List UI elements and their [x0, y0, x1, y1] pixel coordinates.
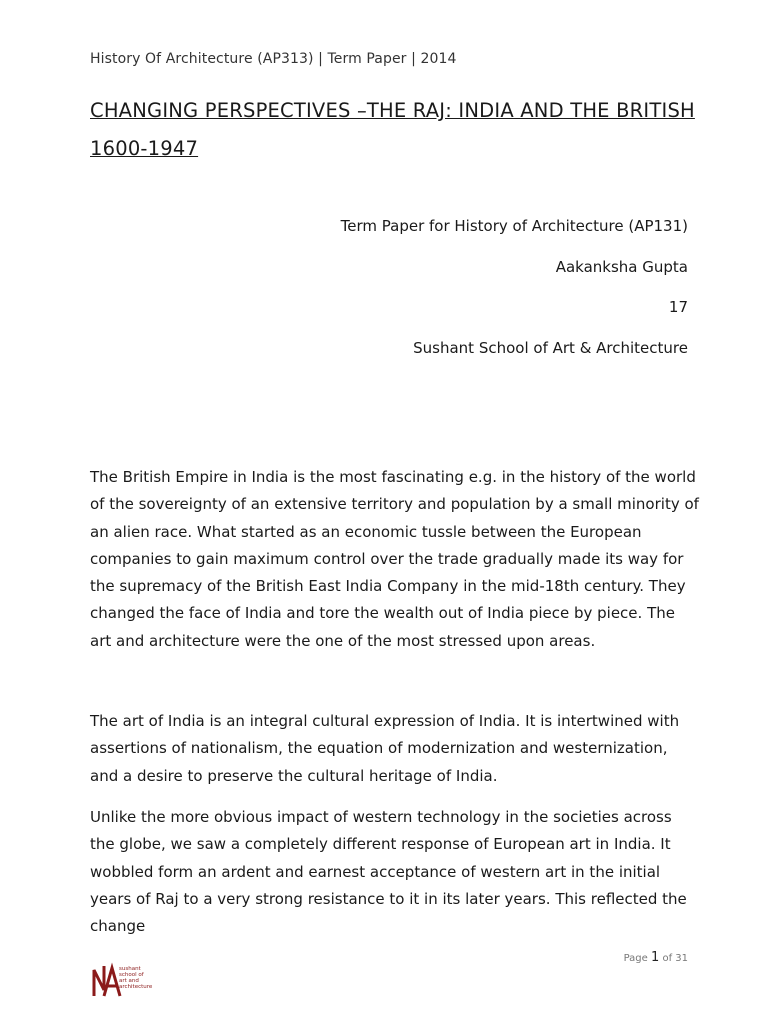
author-name: Aakanksha Gupta [555, 257, 688, 276]
paragraph-2: The art of India is an integral cultural expression of India. It is intertwined with assertions of nationalism, the equation of modernization and westernization, and a desire to preserve the cultural heritage of India. [90, 712, 680, 785]
page-number [624, 950, 688, 965]
paragraph-3: Unlike the more obvious impact of western technology in the societies across the globe, we saw a completely different response of European art in India. It wobbled form an ardent and earnest acceptance of western art in the initial years of Raj to a very strong resistance to it in its later years. This reflected the change [90, 808, 687, 936]
paragraph-1: The British Empire in India is the most fascinating e.g. in the history of the world of the sovereignty of an extensive territory and population by a small minority of an alien race. What started as an economic tussle between the European companies to gain maximum control over the trade gradually made its way for the supremacy of the British East India Company in the mid-18th century. They changed the face of India and tore the wealth out of India piece by piece. The art and architecture were the one of the most stressed upon areas. [90, 468, 699, 650]
title-line-2: 1600-1947 [90, 137, 199, 160]
running-header: History Of Architecture (AP313) | Term Paper | 2014 [90, 51, 457, 67]
page-total: of 31 [662, 953, 688, 964]
page-word: Page [623, 953, 648, 964]
school-name: Sushant School of Art & Architecture [413, 338, 688, 357]
paper-title [90, 92, 700, 168]
page-current: 1 [650, 950, 660, 965]
roll-number: 17 [668, 298, 688, 316]
paper-subtitle: Term Paper for History of Architecture (AP131) [340, 217, 688, 235]
school-logo-text: sushant school of art and architecture [119, 966, 153, 990]
title-line-1: CHANGING PERSPECTIVES –THE RAJ: INDIA AND THE BRITISH [90, 99, 695, 122]
paper-meta [341, 216, 688, 378]
